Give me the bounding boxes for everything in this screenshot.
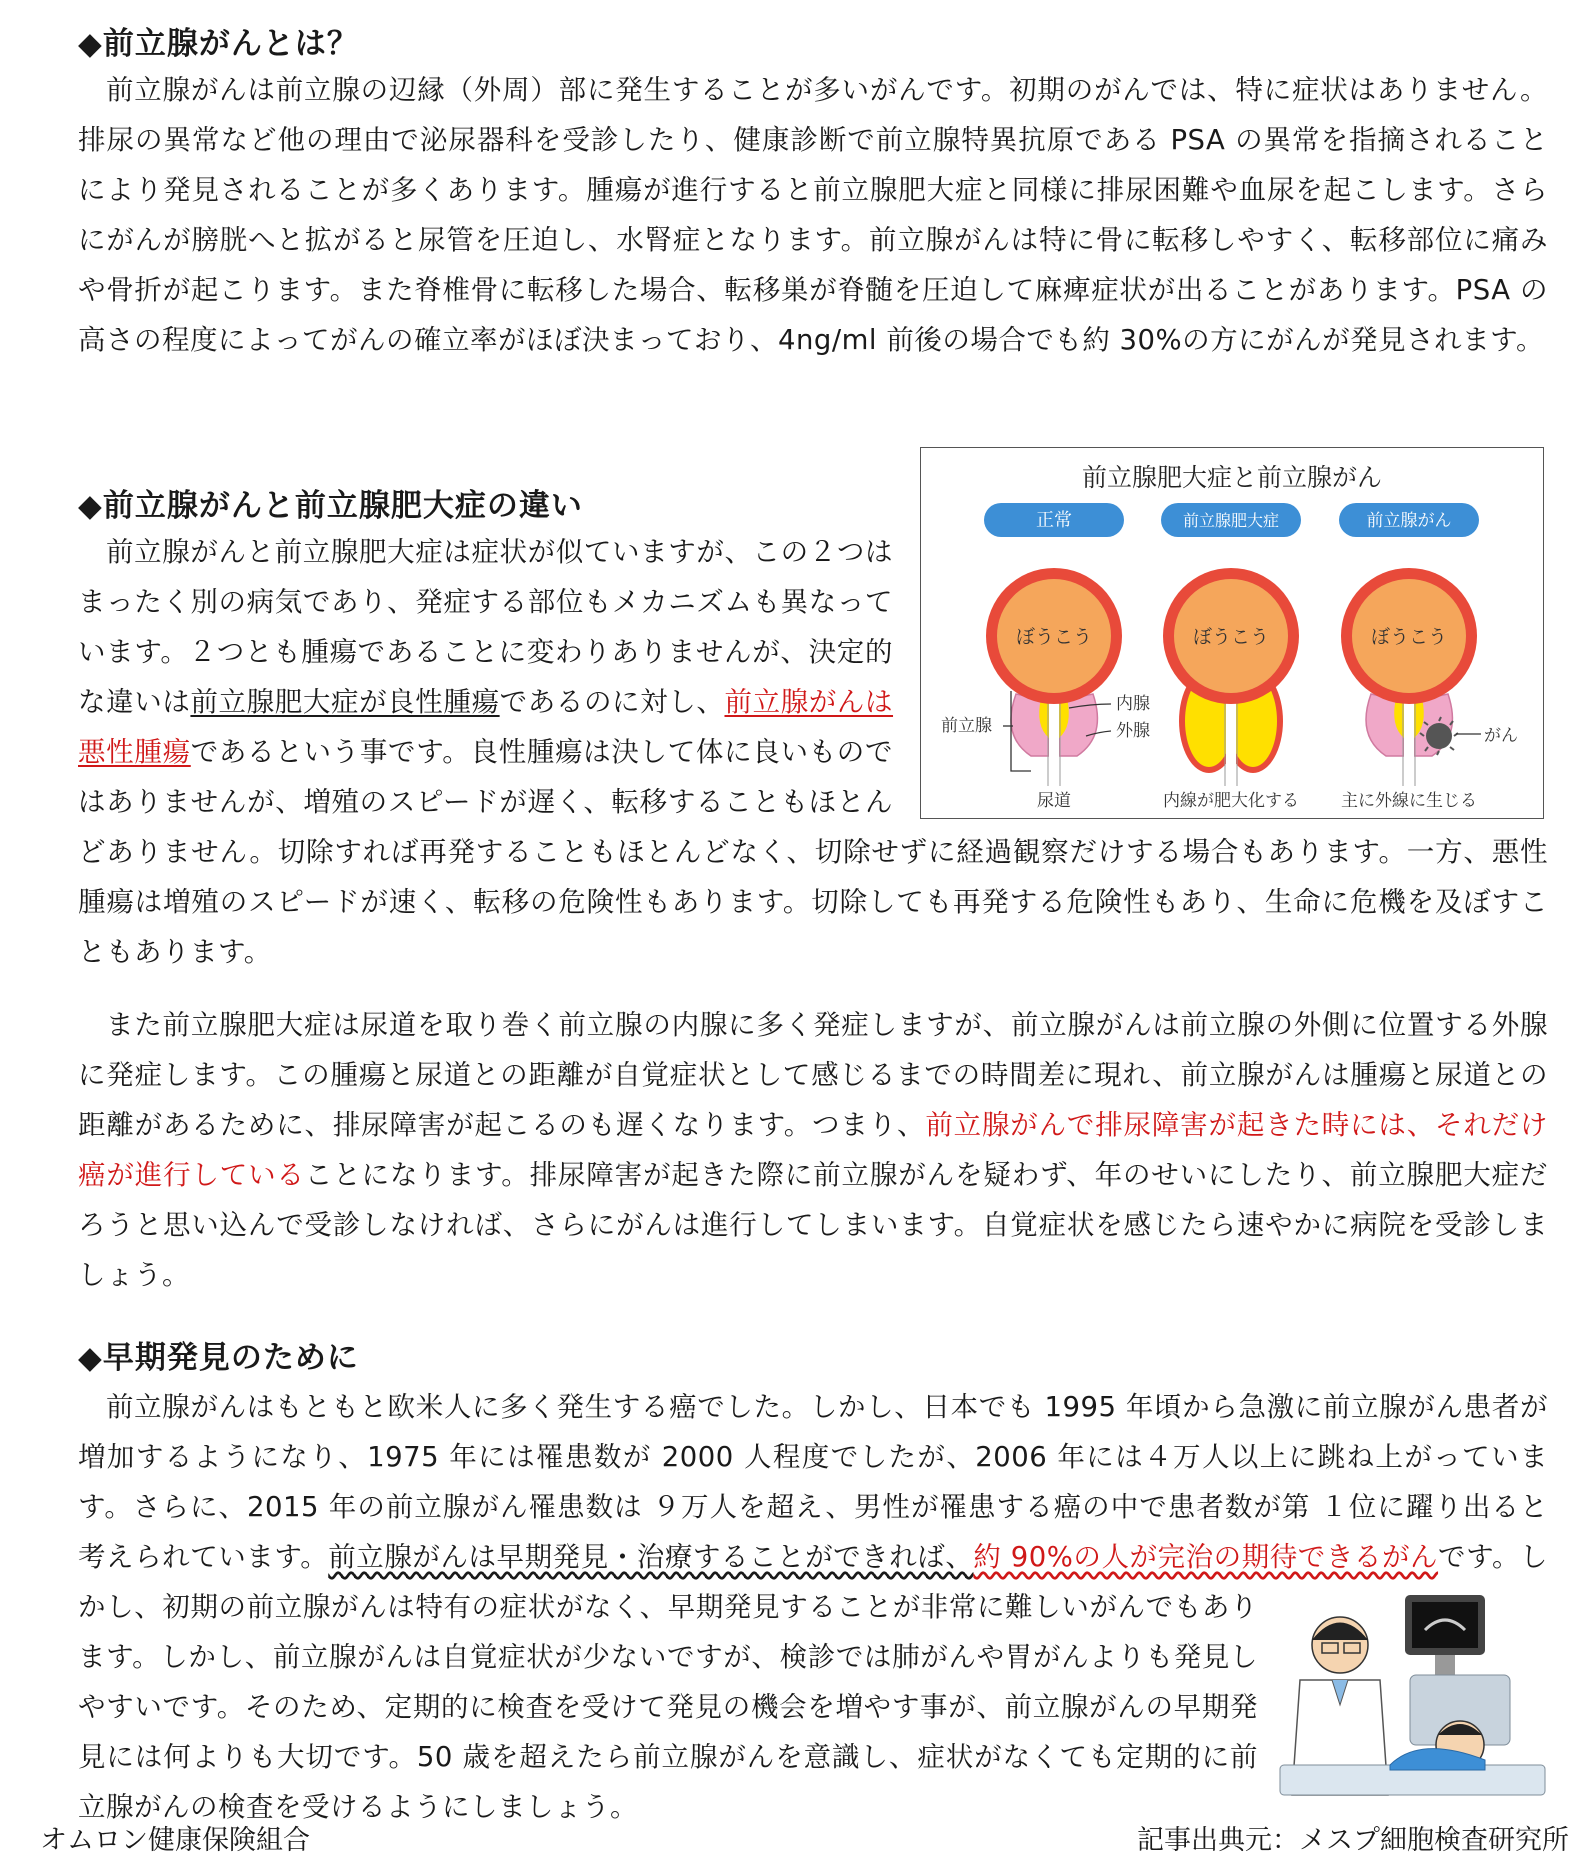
svg-text:ぼうこう: ぼうこう: [1015, 626, 1093, 648]
difference-text-c: であるという事です。良性腫瘍は決して体に良いものではありませんが、増殖のスピードが遅く、転移することもほとんどありません。切除すれば再発することもほとんどなく、切除せずに経過観察だけする場合もあります。一方、悪性腫瘍は増殖のスピードが速く、転移の危険性もあります。切除しても再発する危険性もあり、生命に危機を及ぼすこともあります。: [78, 736, 1548, 968]
svg-text:前立腺がん: 前立腺がん: [1366, 511, 1452, 531]
progression-warning-phrase: 前立腺がんで排尿障害が起きた時には、それだけ癌が進行している: [78, 1109, 1548, 1191]
section-heading-what-is: ◆前立腺がんとは？: [78, 26, 359, 62]
illustration-float-spacer: [1258, 1582, 1548, 1792]
svg-text:主に外線に生じる: 主に外線に生じる: [1341, 791, 1477, 811]
svg-text:正常: 正常: [1036, 510, 1072, 531]
figure-title: 前立腺肥大症と前立腺がん: [1081, 463, 1382, 492]
cure-rate-phrase: 約 90%の人が完治の期待できるがん: [973, 1541, 1439, 1573]
svg-text:外腺: 外腺: [1116, 721, 1150, 741]
section-body-early-detection-intro: [78, 1382, 1548, 1832]
section-body-what-is: 前立腺がんは前立腺の辺縁（外周）部に発生することが多いがんです。初期のがんでは、特に症状はありません。排尿の異常など他の理由で泌尿器科を受診したり、健康診断で前立腺特異抗原である PSA の異常を指摘されることにより発見されることが多くあります。腫瘍が進行すると前立腺肥大症と同様に排尿困難や血尿を起こします。さらにがんが膀胱へと拡がると尿管を圧迫し、水腎症となります。前立腺がんは特に骨に転移しやすく、転移部位に痛みや骨折が起こります。また脊椎骨に転移した場合、転移巣が脊髄を圧迫して麻痺症状が出ることがあります。PSA の高さの程度によってがんの確立率がほぼ決まっており、4ng/ml 前後の場合でも約 30%の方にがんが発見されます。: [78, 74, 1548, 356]
svg-text:ぼうこう: ぼうこう: [1370, 626, 1448, 648]
bph-benign-phrase: 前立腺肥大症が良性腫瘍: [190, 686, 500, 718]
section-heading-difference: ◆前立腺がんと前立腺肥大症の違い: [78, 488, 583, 524]
svg-text:内腺: 内腺: [1116, 694, 1150, 714]
svg-text:前立腺: 前立腺: [941, 716, 992, 736]
cancer-malignant-phrase: 前立腺がんは悪性腫瘍: [78, 686, 894, 768]
section-body-difference-p1-top: [78, 527, 1548, 977]
svg-text:ぼうこう: ぼうこう: [1192, 626, 1270, 648]
svg-text:前立腺肥大症: 前立腺肥大症: [1182, 511, 1280, 530]
difference-text-a: 前立腺がんと前立腺肥大症は症状が似ていますが、この２つはまったく別の病気であり、発症する部位もメカニズムも異なっています。２つとも腫瘍であることに変わりありませんが、決定的な違いは: [78, 536, 893, 718]
difference-p2-text-a: また前立腺肥大症は尿道を取り巻く前立腺の内腺に多く発症しますが、前立腺がんは前立腺の外側に位置する外腺に発症します。この腫瘍と尿道との距離が自覚症状として感じるまでの時間差に現れ、前立腺がんは腫瘍と尿道との距離があるために、排尿障害が起こるのも遅くなります。つまり、: [78, 1009, 1548, 1141]
section-heading-early-detection: ◆早期発見のために: [78, 1340, 359, 1376]
difference-p2-text-b: ことになります。排尿障害が起きた際に前立腺がんを疑わず、年のせいにしたり、前立腺肥大症だろうと思い込んで受診しなければ、さらにがんは進行してしまいます。自覚症状を感じたら速やかに病院を受診しましょう。: [78, 1159, 1548, 1291]
early-detection-text-a: 前立腺がんはもともと欧米人に多く発生する癌でした。しかし、日本でも 1995 年頃から急激に前立腺がん患者が増加するようになり、1975 年には罹患数が 2000 人程度でしたが、2006 年には４万人以上に跳ね上がっています。さらに、2015 年の前立腺がん罹患数は ９万人を超え、男性が罹患する癌の中で患者数が第 １位に躍り出ると考えられています。: [78, 1391, 1548, 1573]
svg-text:がん: がん: [1484, 726, 1518, 746]
difference-text-b: であるのに対し、: [499, 686, 725, 718]
section-body-difference-p2: [78, 1000, 1548, 1300]
early-treatment-phrase: 前立腺がんは早期発見・治療することができれば、: [328, 1541, 974, 1573]
footer-source: 記事出典元：メスプ細胞検査研究所: [1137, 1825, 1569, 1856]
footer-organization: オムロン健康保険組合: [40, 1825, 310, 1856]
early-detection-text-b: です。しかし、初期の前立腺がんは特有の症状がなく、早期発見することが非常に難しいがんでもあります。しかし、前立腺がんは自覚症状が少ないですが、検診では肺がんや胃がんよりも発見しやすいです。そのため、定期的に検査を受けて発見の機会を増やす事が、前立腺がんの早期発見には何よりも大切です。50 歳を超えたら前立腺がんを意識し、症状がなくても定期的に前立腺がんの検査を受けるようにしましょう。: [78, 1541, 1548, 1823]
svg-text:尿道: 尿道: [1037, 791, 1071, 811]
svg-text:内線が肥大化する: 内線が肥大化する: [1163, 791, 1299, 811]
